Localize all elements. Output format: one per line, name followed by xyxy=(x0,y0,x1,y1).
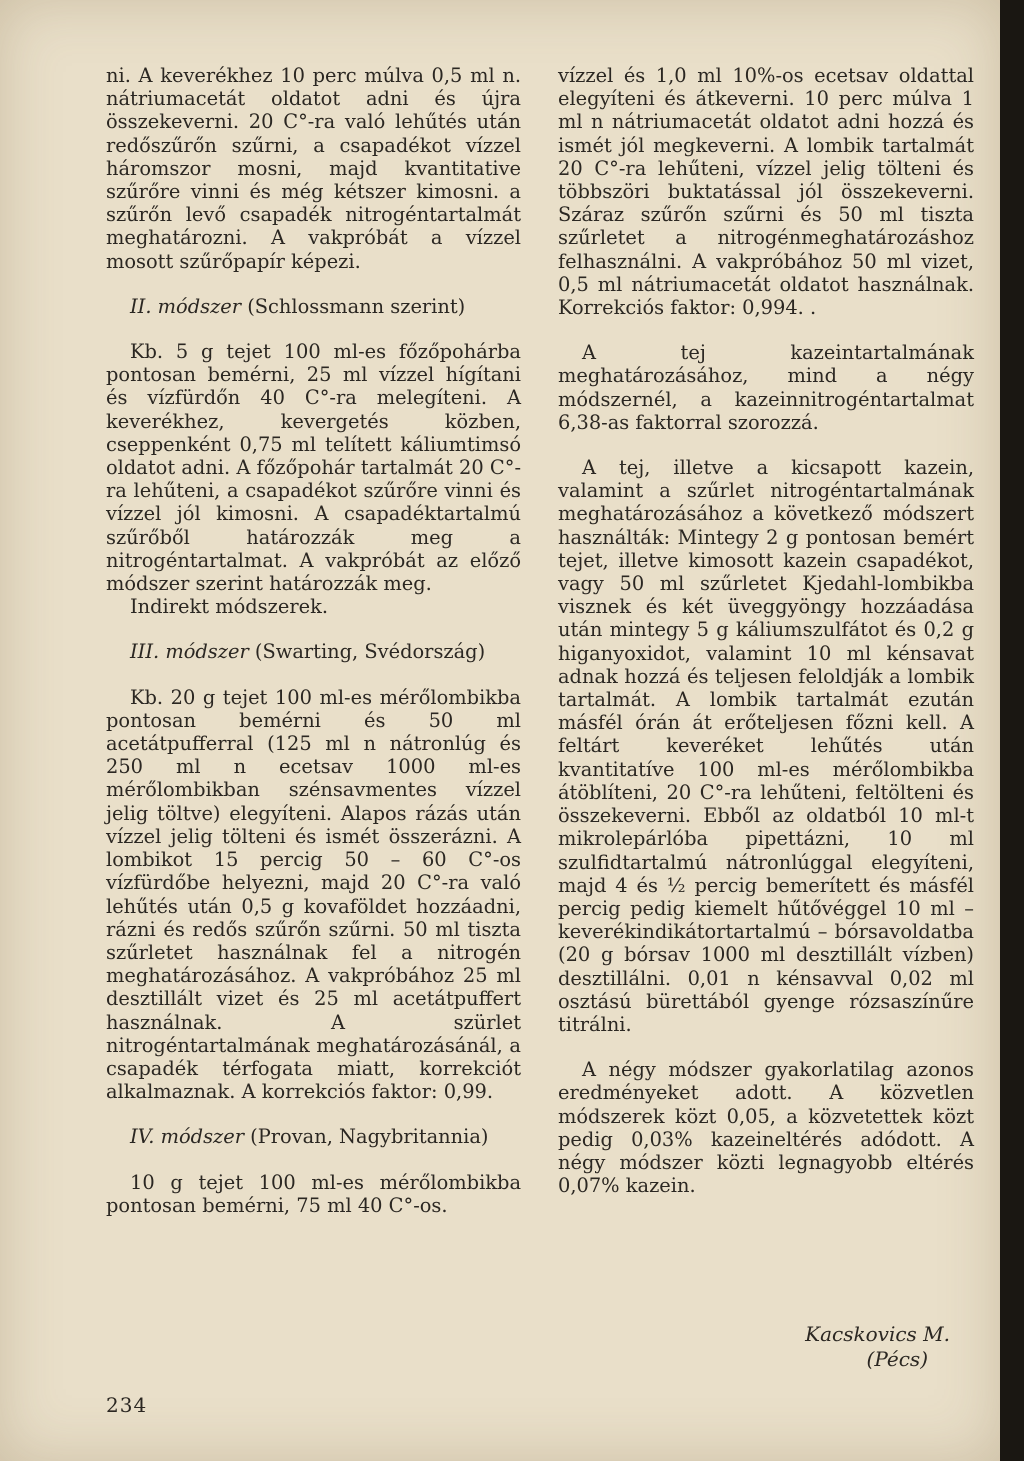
method-heading-iv xyxy=(106,1125,521,1148)
page-number: 234 xyxy=(106,1393,148,1417)
author-signature xyxy=(650,1322,950,1372)
paragraph: A négy módszer gyakorlatilag azonos eredményeket adott. A közvetlen módszerek közt 0,05, a közvetettek közt pedig 0,03% kazeineltérés adódott. A négy módszer közti legnagyobb eltérés 0,07% kazein. xyxy=(558,1058,974,1198)
subheading-indirect: Indirekt módszerek. xyxy=(130,595,328,619)
paragraph: A tej, illetve a kicsapott kazein, valamint a szűrlet nitrogéntartalmának meghatározásához a következő módszert használták: Mintegy 2 g pontosan bemért tejet, illetve kimosott kazein csapadékot, vagy 50 ml szűrletet Kjedahl-lombikba visznek és két üveggyöngy hozzáadása után mintegy 5 g káliumszulfátot és 0,2 g higanyoxidot, valamint 10 ml kénsavat adnak hozzá és teljesen feloldják a lombik tartalmát. A lombik tartalmát ezután másfél órán át erőteljesen főzni kell. A feltárt keveréket lehűtés után kvantitatíve 100 ml-es mérőlombikba átöblíteni, 20 C°-ra lehűteni, feltölteni és összekeverni. Ebből az oldatból 10 ml-t mikrolepárlóba pipettázni, 10 ml szulfidtartalmú nátronlúggal elegyíteni, majd 4 és ½ percig bemerített és másfél percig pedig kiemelt hűtővéggel 10 ml – keverékindikátortartalmú – bórsavoldatba (20 g bórsav 1000 ml desztillált vízben) desztillálni. 0,01 n kénsavval 0,02 ml osztású bürettából gyenge rózsaszínűre titrálni. xyxy=(558,456,974,1036)
page-edge xyxy=(1000,0,1024,1461)
paragraph: ni. A keverékhez 10 perc múlva 0,5 ml n. nátriumacetát oldatot adni és újra összekeverni. 20 C°-ra való lehűtés után redőszűrőn szűrni, a csapadékot vízzel háromszor mosni, majd kvantitative szűrőre vinni és még kétszer kimosni. a szűrőn levő csapadék nitrogéntartalmát meghatározni. A vakpróbát a vízzel mosott szűrőpapír képezi. xyxy=(106,64,521,273)
paragraph: A tej kazeintartalmának meghatározásához, mind a négy módszernél, a kazeinnitrogéntartalmat 6,38-as faktorral szorozzá. xyxy=(558,341,974,434)
spacer xyxy=(558,434,974,456)
heading-rest: (Swarting, Svédország) xyxy=(248,640,486,664)
heading-number: III. xyxy=(130,640,160,664)
heading-label: módszer xyxy=(165,640,249,664)
left-column xyxy=(106,64,521,1217)
author-place: (Pécs) xyxy=(866,1347,928,1371)
right-column xyxy=(558,64,974,1197)
heading-label: módszer xyxy=(157,294,242,318)
spacer xyxy=(558,319,974,341)
spacer xyxy=(558,1036,974,1058)
heading-rest: (Provan, Nagybritannia) xyxy=(244,1125,489,1149)
method-heading-ii xyxy=(106,295,521,318)
heading-rest: (Schlossmann szerint) xyxy=(241,294,466,318)
paragraph: vízzel és 1,0 ml 10%-os ecetsav oldattal elegyíteni és átkeverni. 10 perc múlva 1 ml n nátriumacetát oldatot adni hozzá és ismét jól megkeverni. A lombik tartalmát 20 C°-ra lehűteni, vízzel jelig tölteni és többszöri buktatással jól összekeverni. Száraz szűrőn szűrni és 50 ml tiszta szűrletet a nitrogénmeghatározáshoz felhasználni. A vakpróbához 50 ml vizet, 0,5 ml nátriumacetát oldatot használnak. Korrekciós faktor: 0,994. . xyxy=(558,64,974,320)
heading-label: módszer xyxy=(160,1125,244,1149)
paragraph: Kb. 5 g tejet 100 ml-es főzőpohárba pontosan bemérni, 25 ml vízzel hígítani és vízfürdőn 40 C°-ra melegíteni. A keverékhez, kevergetés közben, cseppenként 0,75 ml telített káliumtimsó oldatot adni. A főzőpohár tartalmát 20 C°-ra lehűteni, a csapadékot szűrőre vinni és vízzel jól kimosni. A csapadéktartalmú szűrőből határozzák meg a nitrogéntartalmat. A vakpróbát az előző módszer szerint határozzák meg. xyxy=(106,340,521,596)
heading-number: II. xyxy=(130,294,152,318)
method-heading-iii xyxy=(106,640,521,663)
heading-number: IV. xyxy=(130,1125,155,1149)
author-name: Kacskovics M. xyxy=(805,1322,950,1346)
paragraph: 10 g tejet 100 ml-es mérőlombikba pontosan bemérni, 75 ml 40 C°-os. xyxy=(106,1170,521,1217)
paragraph: Kb. 20 g tejet 100 ml-es mérőlombikba pontosan bemérni és 50 ml acetátpufferral (125 ml n nátronlúg és 250 ml n ecetsav 1000 ml-es mérőlombikban szénsavmentes vízzel jelig töltve) elegyíteni. Alapos rázás után vízzel jelig tölteni és ismét összerázni. A lombikot 15 percig 50 – 60 C°-os vízfürdőbe helyezni, majd 20 C°-ra való lehűtés után 0,5 g kovaföldet hozzáadni, rázni és redős szűrőn szűrni. 50 ml tiszta szűrletet használnak fel a nitrogén meghatározásához. A vakpróbához 25 ml desztillált vizet és 25 ml acetátpuffert használnak. A szürlet nitrogéntartalmának meghatározásánál, a csapadék térfogata miatt, korrekciót alkalmaznak. A korrekciós faktor: 0,99. xyxy=(106,685,521,1104)
